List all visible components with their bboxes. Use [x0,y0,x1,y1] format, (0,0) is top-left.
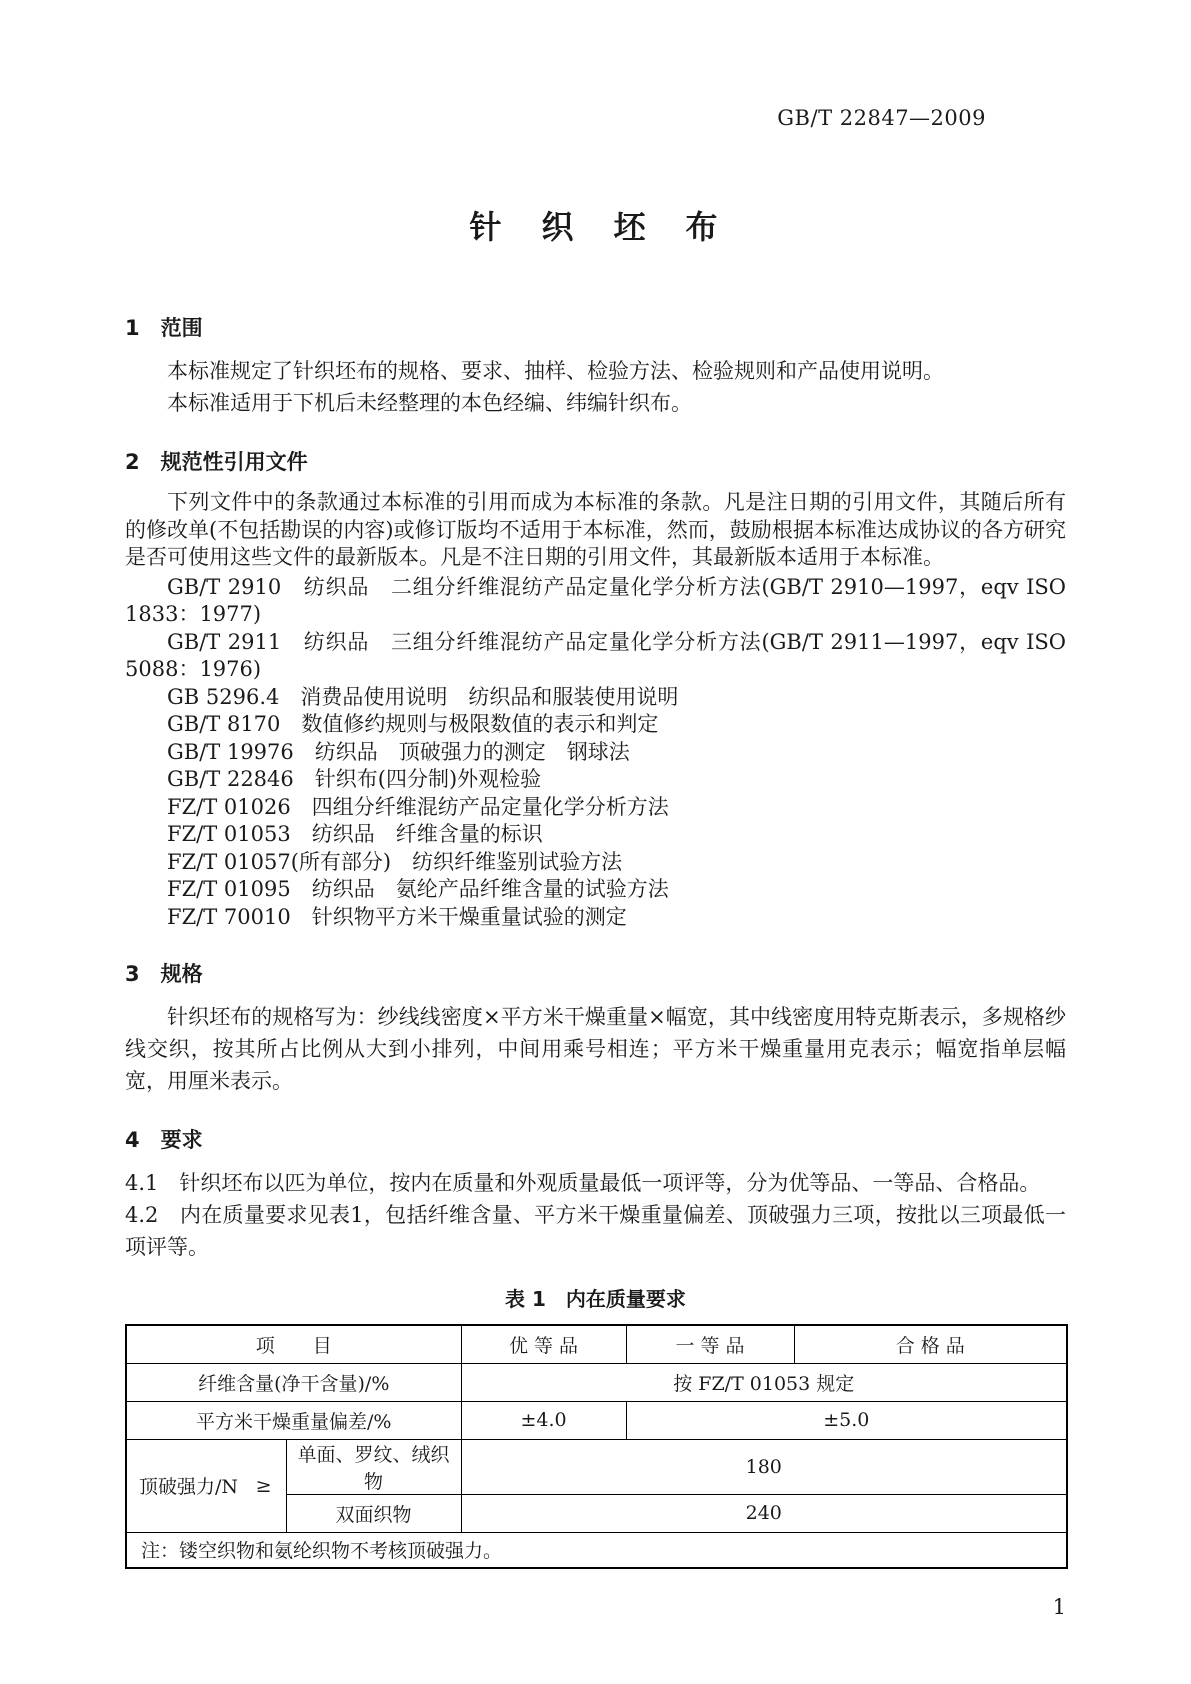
table-row-bursting-single [126,1439,1067,1494]
document-title: 针 织 坯 布 [469,208,722,246]
requirements-paragraph-4-2: 4.2 内在质量要求见表1，包括纤维含量、平方米干燥重量偏差、顶破强力三项，按批以三项最低一项评等。 [125,1203,1066,1259]
weight-deviation-label: 平方米干燥重量偏差/% [126,1401,461,1439]
section-2-heading: 2 规范性引用文件 [125,450,308,474]
table-note-row [126,1532,1067,1568]
section-scope [125,312,1066,419]
greater-equal-symbol: ≥ [255,1474,272,1497]
requirements-paragraph-4-1: 4.1 针织坯布以匹为单位，按内在质量和外观质量最低一项评等，分为优等品、一等品、合格品。 [125,1171,1041,1195]
section-1-heading: 1 范围 [125,316,203,340]
reference-item: GB/T 8170 数值修约规则与极限数值的表示和判定 [167,712,659,736]
reference-item: FZ/T 01057(所有部分) 纺织纤维鉴别试验方法 [167,849,623,874]
single-jersey-value: 180 [461,1439,1067,1494]
weight-deviation-other: ±5.0 [626,1401,1067,1439]
bursting-strength-label [126,1439,286,1532]
section-requirements [125,1124,1066,1263]
table-1-caption: 表 1 内在质量要求 [505,1287,686,1311]
scope-paragraph-2: 本标准适用于下机后未经整理的本色经编、纬编针织布。 [167,391,692,415]
reference-item: GB/T 22846 针织布(四分制)外观检验 [167,767,542,791]
page-number: 1 [1052,1595,1066,1619]
single-jersey-label: 单面、罗纹、绒织物 [286,1439,461,1494]
table-header-row [126,1325,1067,1363]
bursting-strength-text: 顶破强力/N [139,1476,239,1498]
reference-item: GB/T 19976 纺织品 顶破强力的测定 钢球法 [167,739,630,764]
fiber-content-label: 纤维含量(净干含量)/% [126,1363,461,1401]
section-specifications [125,958,1066,1097]
standard-number: GB/T 22847—2009 [777,106,986,130]
reference-item: GB/T 2911 纺织品 三组分纤维混纺产品定量化学分析方法(GB/T 2911—1997，eqv ISO 5088：1976) [125,629,1066,681]
table-note: 注：镂空织物和氨纶织物不考核顶破强力。 [126,1532,1067,1568]
reference-item: FZ/T 01026 四组分纤维混纺产品定量化学分析方法 [167,794,669,819]
header-qualified-grade: 合 格 品 [794,1325,1067,1363]
double-knit-value: 240 [461,1494,1067,1532]
section-normative-references [125,446,1066,931]
table-row-fiber-content [126,1363,1067,1401]
table-quality-requirements [125,1324,1068,1569]
reference-item: GB/T 2910 纺织品 二组分纤维混纺产品定量化学分析方法(GB/T 2910—1997，eqv ISO 1833：1977) [125,574,1066,626]
header-item: 项 目 [126,1325,461,1363]
weight-deviation-premium: ±4.0 [461,1401,626,1439]
reference-item: FZ/T 01053 纺织品 纤维含量的标识 [167,822,543,846]
fiber-content-value: 按 FZ/T 01053 规定 [461,1363,1067,1401]
reference-item: FZ/T 70010 针织物平方米干燥重量试验的测定 [167,904,627,929]
header-premium-grade: 优 等 品 [461,1325,626,1363]
double-knit-label: 双面织物 [286,1494,461,1532]
references-intro: 下列文件中的条款通过本标准的引用而成为本标准的条款。凡是注日期的引用文件，其随后所有的修改单(不包括勘误的内容)或修订版均不适用于本标准，然而，鼓励根据本标准达成协议的各方研究是否可使用这些文件的最新版本。凡是不注日期的引用文件，其最新版本适用于本标准。 [125,490,1066,569]
section-4-heading: 4 要求 [125,1128,203,1152]
reference-item: FZ/T 01095 纺织品 氨纶产品纤维含量的试验方法 [167,877,669,901]
reference-item: GB 5296.4 消费品使用说明 纺织品和服装使用说明 [167,684,679,709]
section-3-heading: 3 规格 [125,962,203,986]
scope-paragraph-1: 本标准规定了针织坯布的规格、要求、抽样、检验方法、检验规则和产品使用说明。 [167,359,944,383]
header-first-grade: 一 等 品 [626,1325,794,1363]
specifications-paragraph: 针织坯布的规格写为：纱线线密度×平方米干燥重量×幅宽，其中线密度用特克斯表示，多规格纱线交织，按其所占比例从大到小排列，中间用乘号相连；平方米干燥重量用克表示；幅宽指单层幅宽，用厘米表示。 [125,1005,1066,1093]
table-row-weight-deviation [126,1401,1067,1439]
